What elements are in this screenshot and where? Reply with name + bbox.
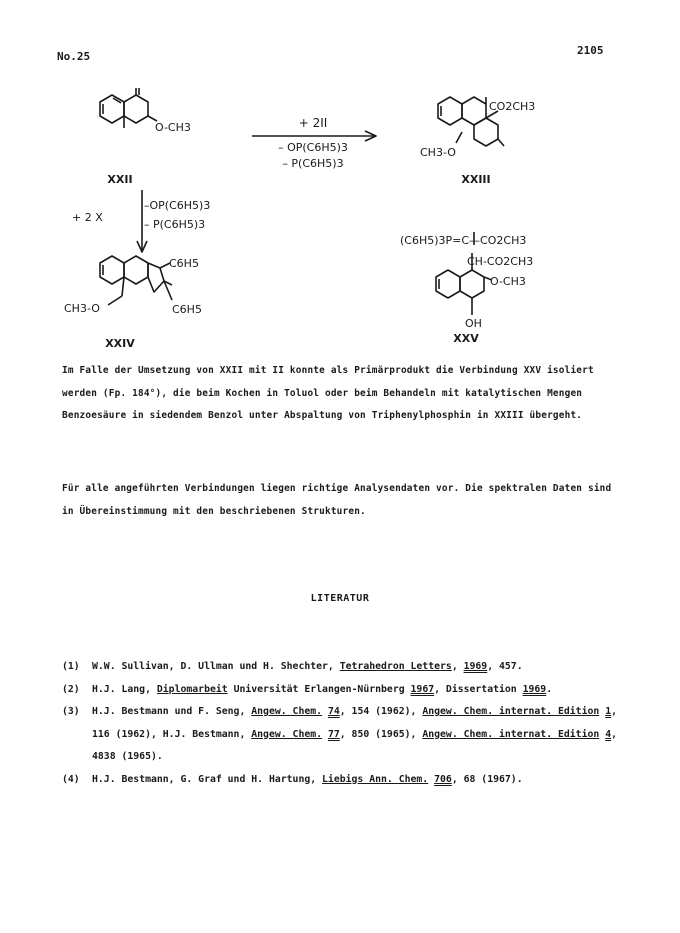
xxiv-methoxy: CH3-O	[64, 302, 100, 315]
reference-year-2: 1969	[522, 683, 547, 695]
reference-4	[62, 769, 637, 792]
reference-journal: Angew. Chem. internat. Edition	[422, 728, 600, 740]
body-paragraph-2: Für alle angeführten Verbindungen liegen richtige Analysendaten vor. Die spektralen Daten sind in Übereinstimmung mit den beschriebenen Strukturen.	[62, 483, 612, 517]
reference-journal: Angew. Chem.	[251, 728, 323, 740]
reference-number: (3)	[62, 706, 80, 717]
xxiii-ester: CO2CH3	[489, 100, 536, 113]
reference-journal: Angew. Chem. internat. Edition	[422, 706, 600, 717]
reference-journal: Tetrahedron Letters	[339, 661, 452, 672]
reference-journal: Angew. Chem.	[251, 706, 323, 717]
body-paragraph-1: Im Falle der Umsetzung von XXII mit II konnte als Primärprodukt die Verbindung XXV isoliert werden (Fp. 184°), die beim Kochen in Toluol oder beim Behandeln mit katalytischen Mengen Benzoesäure in siedendem Benzol unter Abspaltung von Triphenylphosphin in XXIII übergeht.	[62, 365, 594, 421]
arrow-right-reagent: + 2II	[298, 116, 328, 130]
reference-thesis: Diplomarbeit	[156, 683, 228, 695]
reference-1: (1) W.W. Sullivan, D. Ullman und H. Shechter, Tetrahedron Letters, 1969, 457.	[62, 656, 637, 679]
reference-volume: 4	[605, 728, 612, 740]
reference-2: (2) H.J. Lang, Diplomarbeit Universität Erlangen-Nürnberg 1967, Dissertation 1969.	[62, 679, 637, 702]
reference-number: (4)	[62, 773, 80, 785]
reference-year: 1969	[463, 661, 488, 672]
reference-pages: , 457.	[487, 661, 523, 672]
reference-volume: 77	[327, 728, 340, 740]
reference-volume: 74	[327, 706, 340, 717]
xxiv-phenyl-top: C6H5	[169, 257, 199, 270]
journal-number: No.25	[57, 50, 91, 63]
xxv-ch-ester: CH-CO2CH3	[467, 255, 534, 268]
compound-label-xxiv: XXIV	[105, 337, 135, 350]
arrow-down-byproduct-1: –OP(C6H5)3	[144, 199, 211, 212]
reference-list	[62, 656, 637, 791]
xxiv-phenyl-bottom: C6H5	[172, 303, 202, 316]
reference-institution: Universität Erlangen-Nürnberg	[227, 683, 411, 695]
xxv-hydroxy: OH	[465, 317, 482, 330]
xxii-methoxy: O-CH3	[155, 121, 191, 134]
page-number: 2105	[577, 44, 604, 57]
reference-dissertation: , Dissertation	[434, 683, 523, 695]
arrow-right-byproduct-2: – P(C6H5)3	[282, 157, 344, 170]
arrow-right-byproduct-1: – OP(C6H5)3	[278, 141, 348, 154]
reference-number: (1)	[62, 661, 80, 672]
reference-number: (2)	[62, 683, 80, 695]
reference-journal: Liebigs Ann. Chem.	[322, 773, 429, 785]
reference-authors: H.J. Bestmann und F. Seng,	[92, 706, 252, 717]
reference-year: 1967	[410, 683, 435, 695]
reference-authors: H.J. Lang,	[92, 683, 157, 695]
compound-label-xxii: XXII	[107, 173, 133, 186]
arrow-right	[252, 131, 376, 141]
reference-authors: H.J. Bestmann, G. Graf und H. Hartung,	[92, 773, 323, 785]
xxv-methoxy: O-CH3	[490, 275, 526, 288]
arrow-down-reagent: + 2 X	[72, 211, 103, 224]
arrow-down-byproduct-2: – P(C6H5)3	[144, 218, 206, 231]
reference-pages: , 68 (1967).	[451, 773, 523, 785]
reference-volume: 706	[434, 773, 452, 785]
xxii-structure	[100, 88, 157, 128]
xxv-ylide: (C6H5)3P=C—CO2CH3	[400, 234, 527, 247]
reference-volume: 1	[605, 706, 612, 717]
compound-label-xxiii: XXIII	[461, 173, 491, 186]
reaction-scheme	[0, 80, 680, 355]
literature-heading: LITERATUR	[310, 593, 370, 604]
compound-label-xxv: XXV	[453, 332, 479, 345]
xxiii-methoxy: CH3-O	[420, 146, 456, 159]
reference-authors: W.W. Sullivan, D. Ullman und H. Shechter,	[92, 661, 340, 672]
xxiv-structure	[100, 256, 172, 305]
reference-3: (3) H.J. Bestmann und F. Seng, Angew. Chem. 74, 154 (1962), Angew. Chem. internat. Edition 1, 116 (1962), H.J. Bestmann, Angew. Chem. 77, 850 (1965), Angew. Chem. internat. Edition 4, 4838 (1965).	[62, 701, 637, 769]
